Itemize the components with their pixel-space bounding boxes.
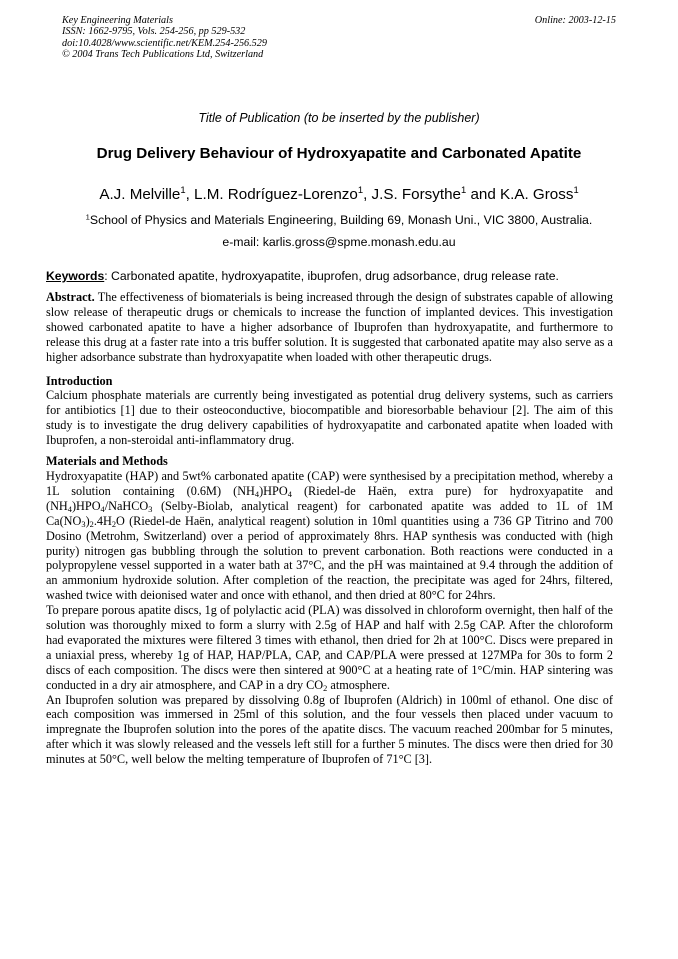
journal-name: Key Engineering Materials bbox=[62, 15, 173, 26]
abstract-text: The effectiveness of biomaterials is being increased through the design of substrates capable of allowing slow release of therapeutic drugs or chemicals to increase the function of implanted devices. This investigation showed carbonated apatite to have a higher adsorbance of Ibuprofen than hydroxyapatite, and furthermore to release this drug at a faster rate into a tris buffer solution. It is suggested that carbonated apatite may also serve as a higher adsorbance substrate than hydroxyapatite when loaded with other therapeutic drugs. bbox=[46, 290, 613, 364]
introduction-paragraph: Calcium phosphate materials are currently being investigated as potential drug delivery systems, such as carriers for antibiotics [1] due to their osteoconductive, biocompatible and bioresorbable behaviour [2]. The aim of this study is to investigate the drug delivery capabilities of hydroxyapatite and carbonated apatite when loaded with Ibuprofen, a non-steroidal anti-inflammatory drug. bbox=[46, 388, 613, 448]
author-separator: , bbox=[363, 186, 372, 203]
author-separator: and bbox=[466, 186, 500, 203]
keywords-text: Carbonated apatite, hydroxyapatite, ibuprofen, drug adsorbance, drug release rate. bbox=[107, 269, 559, 283]
author-separator: , bbox=[185, 186, 195, 203]
methods-paragraph-3: An Ibuprofen solution was prepared by dissolving 0.8g of Ibuprofen (Aldrich) in 100ml of ethanol. One disc of each composition was immersed in 25ml of this solution, and the four vessels then placed under vacuum to impregnate the Ibuprofen solution into the pores of the apatite discs. The vacuum reached 200mbar for 5 minutes, after which it was slowly released and the vessels left still for a further 5 minutes. The discs were then dried for 30 minutes at 50°C, well below the melting temperature of Ibuprofen of 71°C [3]. bbox=[46, 692, 613, 767]
abstract-label: Abstract. bbox=[46, 290, 95, 304]
abstract bbox=[46, 290, 613, 365]
author-name: A.J. Melville bbox=[99, 186, 181, 203]
section-heading-methods: Materials and Methods bbox=[46, 454, 168, 469]
online-date: Online: 2003-12-15 bbox=[534, 15, 616, 26]
author-name: J.S. Forsythe bbox=[371, 186, 461, 203]
affiliation-marker: 1 bbox=[460, 184, 467, 196]
author-list bbox=[0, 186, 678, 203]
issn-line: ISSN: 1662-9795, Vols. 254-256, pp 529-532 bbox=[62, 26, 246, 38]
keywords-colon: : bbox=[104, 269, 108, 283]
affiliation-marker: 1 bbox=[573, 184, 579, 196]
doi-line: doi:10.4028/www.scientific.net/KEM.254-256.529 bbox=[62, 37, 267, 49]
author-name: K.A. Gross bbox=[500, 186, 574, 203]
methods-paragraph-1: Hydroxyapatite (HAP) and 5wt% carbonated apatite (CAP) were synthesised by a precipitation method, whereby a 1L solution containing (0.6M) $(NH_4)HPO_4$ (Riedel-de Haën, extra pure) for hydroxyapatite and $(NH_4)HPO_4/NaHCO_3$ (Selby-Biolab, analytical reagent) for carbonated apatite was added to 1L of 1M $Ca(NO_3)_2.4H_2O$ (Riedel-de Haën, analytical reagent) solution in 10ml quantities using a 736 GP Titrino and 700 Dosino (Metrohm, Switzerland) over a period of approximately 8hrs. HAP synthesis was conducted with (high purity) nitrogen gas bubbling through the solution to prevent carbonation. Both reactions were conducted in a polypropylene vessel supported in a water bath at 37°C, and the pH was maintained at 9.4 through the addition of an ammonium hydroxide solution. After completion of the reaction, the precipitate was aged for 24hrs, filtered, washed twice with deionised water and once with ethanol, and then dried at 80°C for 24hrs. bbox=[46, 468, 613, 603]
affiliation-marker: 1 bbox=[357, 184, 364, 196]
copyright-line: © 2004 Trans Tech Publications Ltd, Switzerland bbox=[62, 49, 264, 61]
contact-email: e-mail: karlis.gross@spme.monash.edu.au bbox=[222, 235, 456, 249]
section-heading-introduction: Introduction bbox=[46, 373, 113, 388]
affiliation-marker: 1 bbox=[180, 184, 186, 196]
affiliation bbox=[0, 213, 678, 227]
running-header bbox=[62, 15, 267, 61]
affiliation-text: School of Physics and Materials Engineering, Building 69, Monash Uni., VIC 3800, Australia. bbox=[89, 213, 593, 227]
methods-paragraph-2: To prepare porous apatite discs, 1g of polylactic acid (PLA) was dissolved in chloroform overnight, then half of the solution was thoroughly mixed to form a slurry with 2.5g of HAP and half with 2.5g CAP. After the chloroform had evaporated the mixtures were filtered 3 times with ethanol, then dried for 2h at 100°C. Discs were prepared in a uniaxial press, whereby 1g of HAP, HAP/PLA, CAP, and CAP/PLA were pressed at 127MPa for 30s to form 2 discs of each composition. The discs were then sintered at 900°C at a heating rate of 1°C/min. HAP sintering was conducted in a dry air atmosphere, and CAP in a dry $CO_2$ atmosphere. bbox=[46, 603, 613, 693]
paper-title: Drug Delivery Behaviour of Hydroxyapatite and Carbonated Apatite bbox=[96, 145, 582, 162]
publication-title-placeholder: Title of Publication (to be inserted by the publisher) bbox=[198, 111, 480, 125]
author-name: L.M. Rodríguez-Lorenzo bbox=[194, 186, 358, 203]
paper-body bbox=[46, 290, 613, 767]
affiliation-marker: 1 bbox=[85, 212, 90, 222]
keywords-label: Keywords bbox=[46, 269, 105, 283]
keywords-line bbox=[46, 269, 616, 283]
